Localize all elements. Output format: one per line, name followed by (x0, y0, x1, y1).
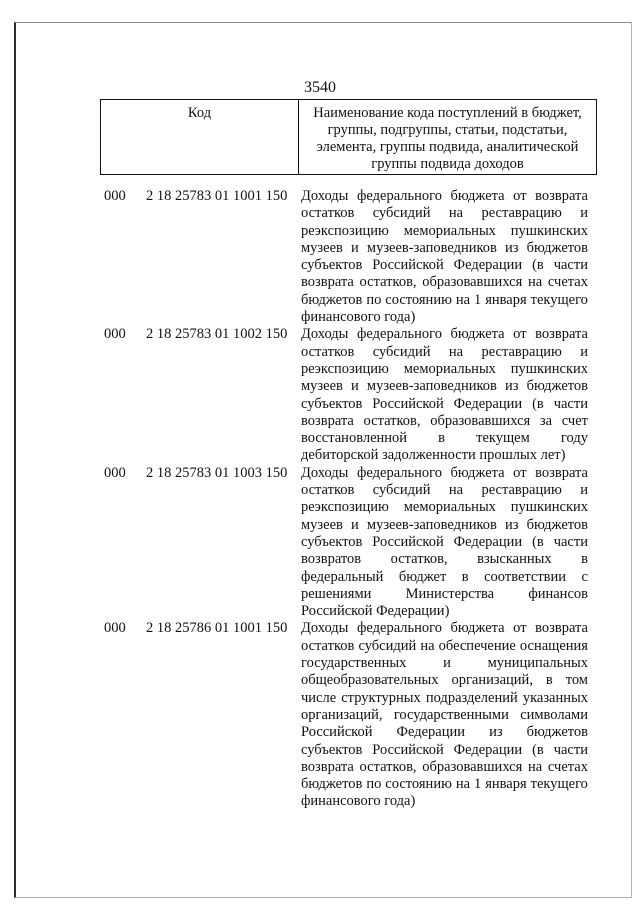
description-line: восстановленной в текущем году (301, 430, 588, 447)
header-name-line: Наименование кода поступлений в бюджет, (313, 105, 582, 121)
page-number: 3540 (304, 79, 336, 96)
income-description (301, 465, 588, 621)
income-description (301, 326, 588, 464)
income-code: 2 18 25783 01 1003 150 (146, 464, 288, 481)
description-line: субъектов Российской Федерации (в части (301, 257, 588, 274)
description-line: общеобразовательных организаций, в том (301, 672, 588, 689)
description-line: реэкспозицию мемориальных пушкинских (301, 499, 588, 516)
description-line: Доходы федерального бюджета от возврата (301, 326, 588, 343)
header-name-line: элемента, группы подвида, аналитической (316, 139, 579, 155)
admin-code: 000 (104, 464, 126, 481)
description-line: Российской Федерации) (301, 603, 450, 620)
description-line: федеральный бюджет в соответствии с (301, 568, 588, 585)
description-line: возврата остатков, образовавшихся на счетах (301, 758, 588, 775)
description-line: бюджетов по состоянию на 1 января текущего (301, 291, 588, 308)
description-line: возврата остатков, образовавшихся за счет (301, 412, 588, 429)
description-line: остатков субсидий на обеспечение оснащения (301, 637, 588, 654)
table-row (100, 188, 597, 326)
description-line: музеев и музеев-заповедников из бюджетов (301, 516, 588, 533)
description-line: Доходы федерального бюджета от возврата (301, 464, 588, 481)
description-line: решениями Министерства финансов (301, 585, 588, 602)
table-row (100, 620, 597, 810)
description-line: Российской Федерации из бюджетов (301, 724, 588, 741)
description-line: финансового года) (301, 793, 416, 810)
income-description (301, 188, 588, 326)
header-name-line: группы подвида доходов (371, 156, 524, 172)
header-name-line: группы, подгруппы, статьи, подстатьи, (327, 122, 568, 138)
income-description (301, 620, 588, 810)
income-code: 2 18 25786 01 1001 150 (146, 620, 288, 637)
description-line: числе структурных подразделений указанных (301, 689, 588, 706)
description-line: возврата остатков, образовавшихся на счетах (301, 274, 588, 291)
description-line: музеев и музеев-заповедников из бюджетов (301, 378, 588, 395)
admin-code: 000 (104, 188, 126, 204)
description-line: финансового года) (301, 309, 416, 326)
description-line: организаций, государственными символами (301, 706, 588, 723)
header-name-cell (299, 100, 596, 174)
description-line: реэкспозицию мемориальных пушкинских (301, 222, 588, 239)
description-line: реэкспозицию мемориальных пушкинских (301, 360, 588, 377)
description-line: остатков субсидий на реставрацию и (301, 205, 588, 222)
table-row (100, 326, 597, 464)
description-line: музеев и музеев-заповедников из бюджетов (301, 239, 588, 256)
admin-code: 000 (104, 620, 126, 637)
description-line: Доходы федерального бюджета от возврата (301, 188, 588, 204)
description-line: субъектов Российской Федерации (в части (301, 533, 588, 550)
income-code-list (100, 188, 597, 811)
header-code-cell: Код (101, 100, 299, 174)
table-row (100, 465, 597, 621)
description-line: остатков субсидий на реставрацию и (301, 482, 588, 499)
description-line: возвратов остатков, взысканных в (301, 551, 588, 568)
description-line: Доходы федерального бюджета от возврата (301, 620, 588, 637)
income-code: 2 18 25783 01 1002 150 (146, 326, 288, 343)
table-header (100, 99, 597, 175)
description-line: остатков субсидий на реставрацию и (301, 343, 588, 360)
admin-code: 000 (104, 326, 126, 343)
income-code: 2 18 25783 01 1001 150 (146, 188, 288, 204)
description-line: субъектов Российской Федерации (в части (301, 741, 588, 758)
description-line: государственных и муниципальных (301, 655, 588, 672)
description-line: бюджетов по состоянию на 1 января текущего (301, 776, 588, 793)
description-line: дебиторской задолженности прошлых лет) (301, 447, 566, 464)
description-line: субъектов Российской Федерации (в части (301, 395, 588, 412)
